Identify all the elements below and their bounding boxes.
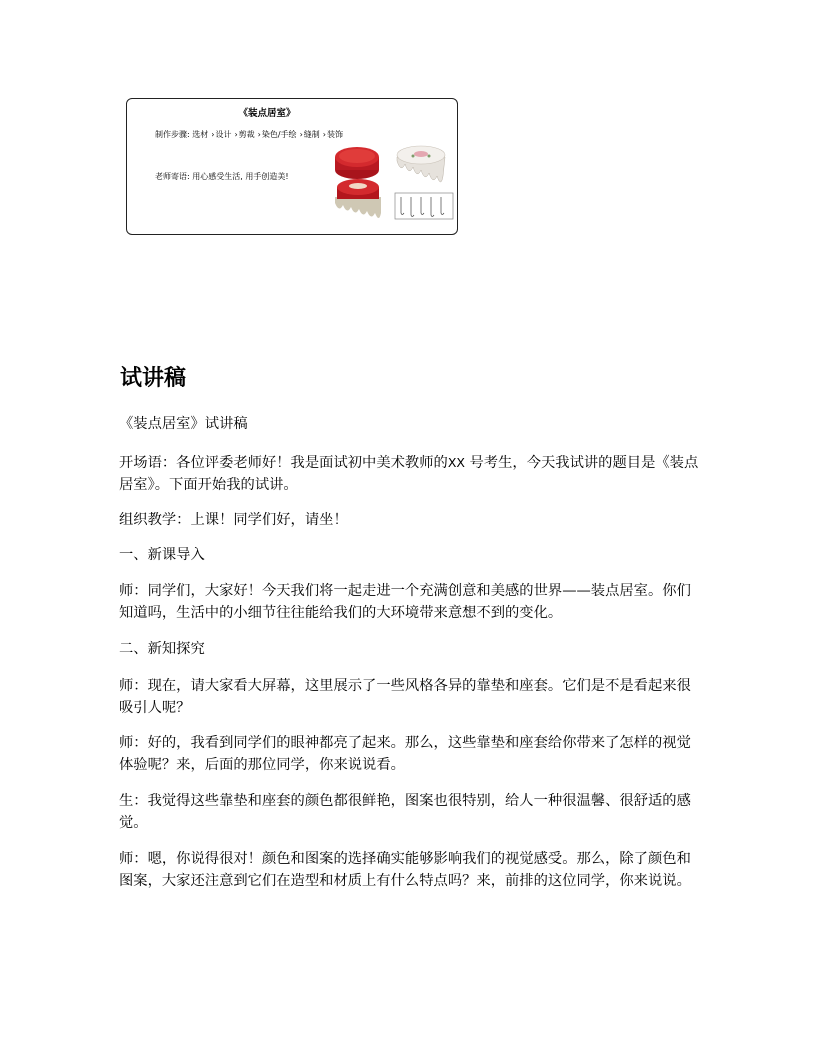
student-answer: 生：我觉得这些靠垫和座套的颜色都很鲜艳，图案也很特别，给人一种很温馨、很舒适的感觉。 (119, 793, 691, 831)
floral-stool-image (397, 146, 445, 182)
step-item: 设计 (215, 130, 232, 139)
teacher-intro: 师：同学们，大家好！今天我们将一起走进一个充满创意和美感的世界——装点居室。你们知道吗，生活中的小细节往往能给我们的大环境带来意想不到的变化。 (119, 583, 691, 621)
opening-text-cont: 号考生，今天我试讲的题目是《装点居室》。下面开始我的试讲。 (119, 455, 699, 493)
candidate-number: XX (447, 455, 465, 470)
step-separator: › (257, 130, 261, 139)
section-intro: 一、新课导入 (119, 547, 205, 563)
steps-label: 制作步骤: (155, 130, 190, 139)
step-separator: › (211, 130, 215, 139)
teacher-question: 师：好的，我看到同学们的眼神都亮了起来。那么，这些靠垫和座套给你带来了怎样的视觉体验呢？来，后面的那位同学，你来说说看。 (119, 735, 691, 773)
step-separator: › (322, 130, 326, 139)
teacher-motto: 老师寄语: 用心感受生活, 用手创造美! (155, 172, 289, 181)
page-heading: 试讲稿 (120, 366, 187, 391)
script-title: 《装点居室》试讲稿 (119, 416, 248, 432)
class-organization: 组织教学：上课！同学们好，请坐！ (119, 512, 348, 528)
production-steps (155, 129, 343, 140)
step-item: 装饰 (326, 130, 343, 139)
red-box-top-image (335, 147, 379, 179)
teacher-screen: 师：现在，请大家看大屏幕，这里展示了一些风格各异的靠垫和座套。它们是不是看起来很吸引人呢？ (119, 678, 691, 716)
pattern-sketch (395, 193, 453, 219)
lesson-card (126, 98, 458, 235)
step-item: 缝制 (303, 130, 320, 139)
craft-illustration (333, 139, 455, 225)
red-box-ruffle-image (335, 179, 381, 218)
opening-remarks (119, 452, 699, 496)
card-title: 《装点居室》 (238, 108, 296, 119)
step-separator: › (234, 130, 238, 139)
step-separator: › (299, 130, 303, 139)
teacher-followup: 师：嗯，你说得很对！颜色和图案的选择确实能够影响我们的视觉感受。那么，除了颜色和图案，大家还注意到它们在造型和材质上有什么特点吗？来，前排的这位同学，你来说说。 (119, 851, 691, 889)
section-explore: 二、新知探究 (119, 641, 205, 657)
opening-text: 开场语：各位评委老师好！我是面试初中美术教师的 (119, 455, 448, 471)
step-item: 选材 (192, 130, 209, 139)
step-item: 剪裁 (238, 130, 255, 139)
step-item: 染色/手绘 (261, 130, 297, 139)
